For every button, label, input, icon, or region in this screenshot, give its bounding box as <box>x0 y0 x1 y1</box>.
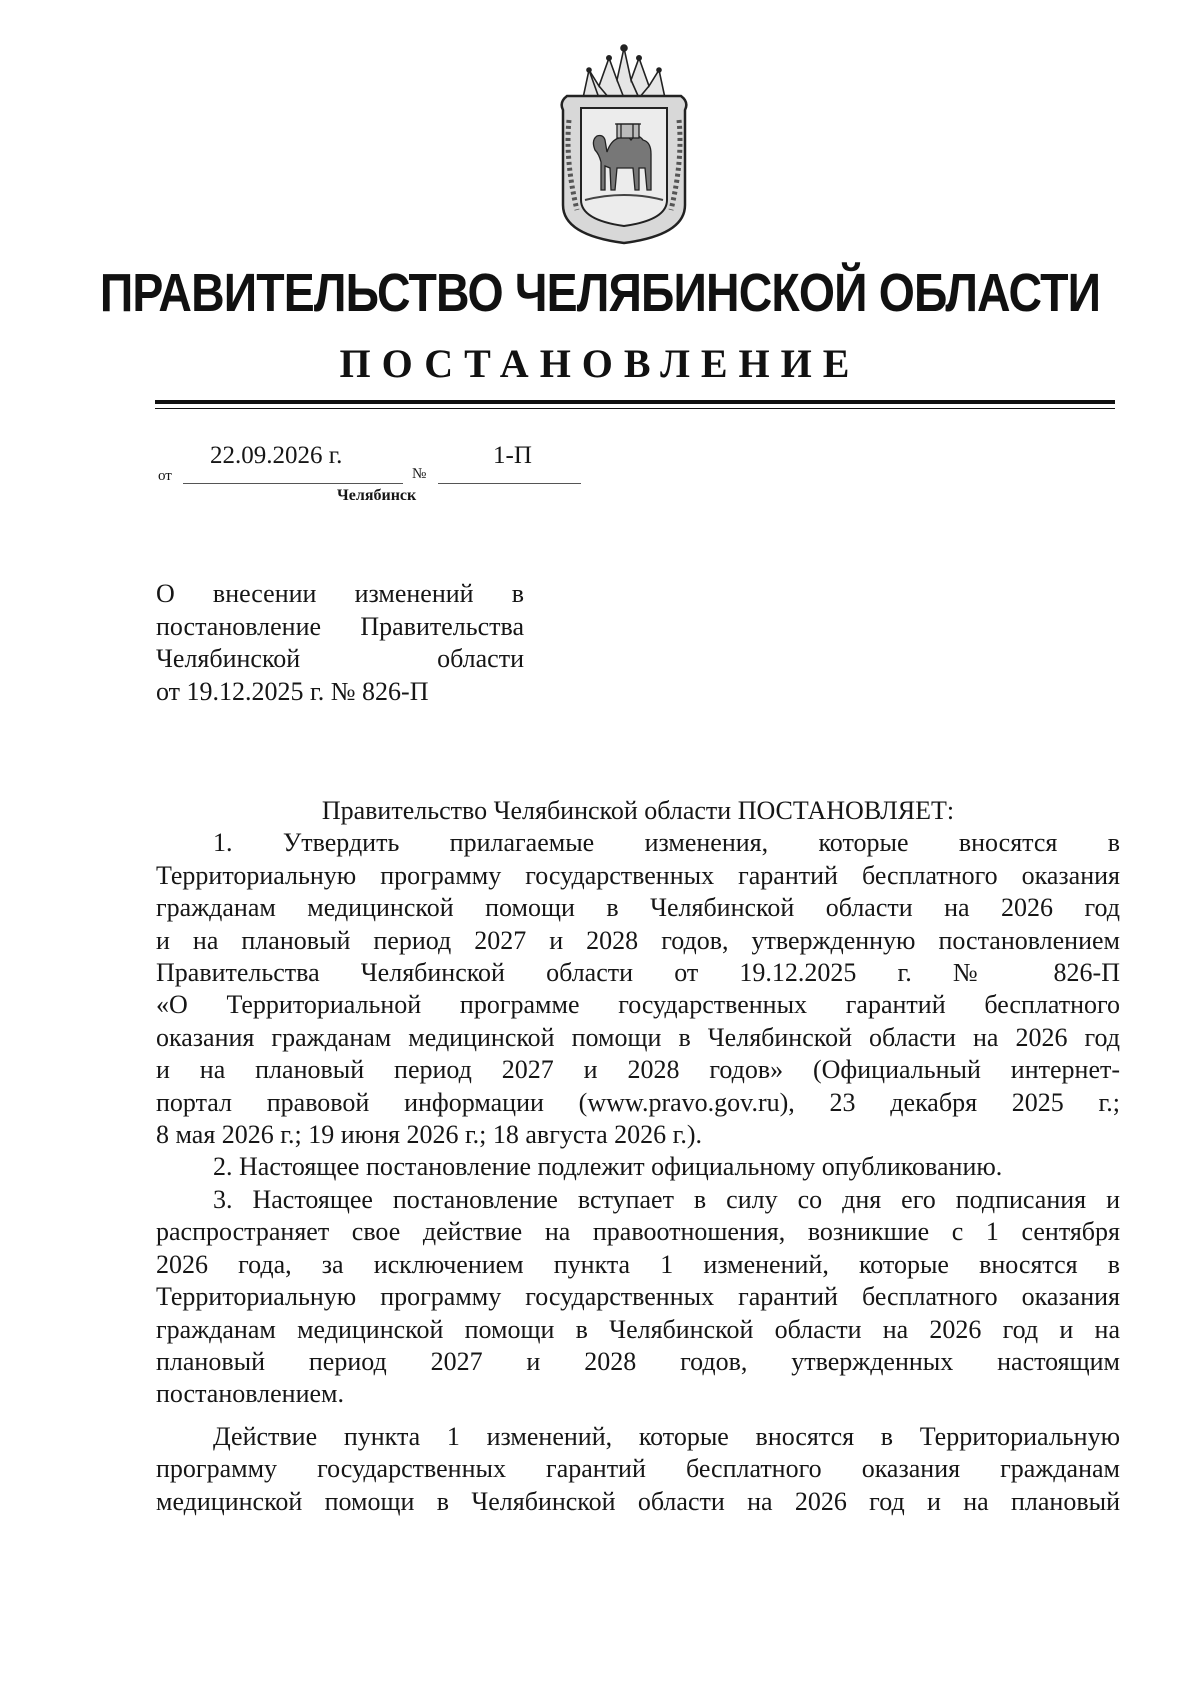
paragraph-1-line: Правительства Челябинской области от 19.12.2025 г. № 826-П <box>156 958 1120 988</box>
paragraph-1-line: и на плановый период 2027 и 2028 годов» (Официальный интернет- <box>156 1055 1120 1085</box>
subject-line: от 19.12.2025 г. № 826-П <box>156 676 429 706</box>
number-prefix: № <box>412 466 427 482</box>
paragraph-3-line: постановлением. <box>156 1379 345 1409</box>
document-body <box>156 795 1120 1518</box>
header-rule-thick <box>155 400 1115 404</box>
date-underline <box>183 483 403 484</box>
paragraph-3-line: 2026 года, за исключением пункта 1 изменений, которые вносятся в <box>156 1249 1120 1279</box>
paragraph-1-line: «О Территориальной программе государственных гарантий бесплатного <box>156 990 1120 1020</box>
preamble: Правительство Челябинской области ПОСТАНОВЛЯЕТ: <box>321 796 955 825</box>
document-number: 1-П <box>493 442 532 469</box>
paragraph-4-line: программу государственных гарантий бесплатного оказания гражданам <box>156 1454 1120 1484</box>
paragraph-3-line: 3. Настоящее постановление вступает в силу со дня его подписания и <box>213 1184 1120 1214</box>
paragraph-1-line: оказания гражданам медицинской помощи в Челябинской области на 2026 год <box>156 1022 1120 1052</box>
paragraph-1-line: гражданам медицинской помощи в Челябинской области на 2026 год <box>156 893 1120 923</box>
document-kind: ПОСТАНОВЛЕНИЕ <box>339 341 861 386</box>
coat-of-arms-icon <box>555 40 693 245</box>
header-rule-thin <box>155 408 1115 409</box>
crown-icon <box>583 45 665 98</box>
government-title: ПРАВИТЕЛЬСТВО ЧЕЛЯБИНСКОЙ ОБЛАСТИ <box>99 263 1101 323</box>
document-date: 22.09.2026 г. <box>210 442 343 469</box>
city: Челябинск <box>337 487 417 504</box>
paragraph-2: 2. Настоящее постановление подлежит официальному опубликованию. <box>213 1152 1003 1182</box>
paragraph-1-line: Территориальную программу государственных гарантий бесплатного оказания <box>156 860 1120 890</box>
paragraph-3-line: Территориальную программу государственных гарантий бесплатного оказания <box>156 1282 1120 1312</box>
paragraph-1-line: портал правовой информации (www.pravo.gov.ru), 23 декабря 2025 г.; <box>156 1087 1120 1117</box>
paragraph-4-line: Действие пункта 1 изменений, которые вносятся в Территориальную <box>213 1421 1120 1451</box>
subject-line: Челябинской области <box>156 644 524 673</box>
paragraph-3-line: гражданам медицинской помощи в Челябинской области на 2026 год и на <box>156 1314 1120 1344</box>
subject-line: постановление Правительства <box>156 611 524 641</box>
paragraph-3-line: распространяет свое действие на правоотношения, возникшие с 1 сентября <box>156 1217 1120 1247</box>
subject-line: О внесении изменений в <box>156 579 524 608</box>
date-prefix: от <box>158 468 172 484</box>
paragraph-1-line: и на плановый период 2027 и 2028 годов, утвержденную постановлением <box>156 925 1120 955</box>
paragraph-1-line: 8 мая 2026 г.; 19 июня 2026 г.; 18 августа 2026 г.). <box>156 1120 703 1150</box>
paragraph-3-line: плановый период 2027 и 2028 годов, утвержденных настоящим <box>156 1346 1120 1376</box>
paragraph-4-line: медицинской помощи в Челябинской области на 2026 год и на плановый <box>156 1486 1120 1516</box>
paragraph-1-line: 1. Утвердить прилагаемые изменения, которые вносятся в <box>213 828 1120 858</box>
number-underline <box>438 483 581 484</box>
document-subject <box>156 578 524 708</box>
